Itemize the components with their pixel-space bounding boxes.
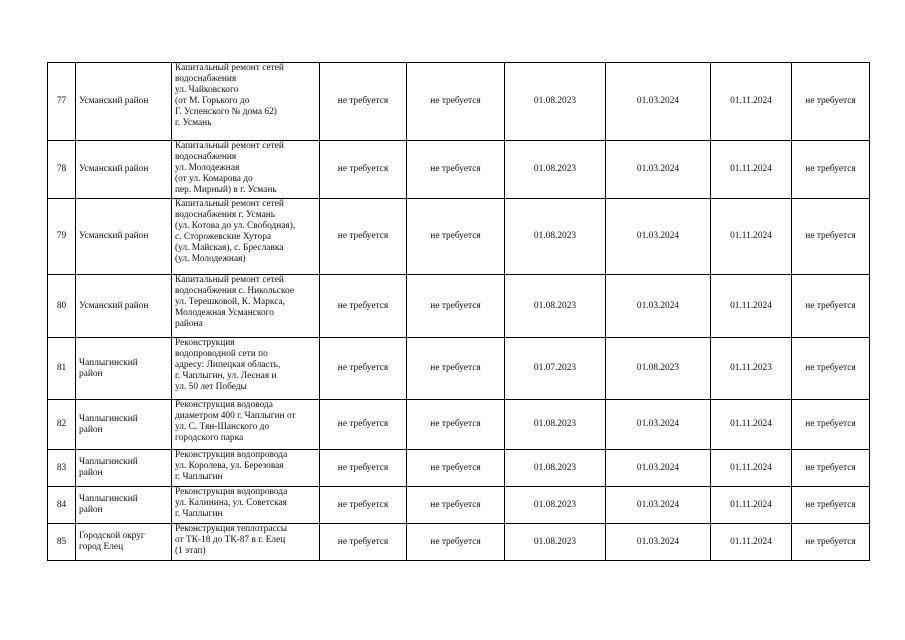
row-number: 78 bbox=[48, 141, 76, 199]
table-row bbox=[48, 487, 870, 524]
requirement-cell: не требуется bbox=[792, 199, 870, 275]
requirement-cell: не требуется bbox=[407, 63, 505, 141]
table-row bbox=[48, 400, 870, 450]
start-date-cell: 01.08.2023 bbox=[505, 141, 606, 199]
end-date-cell: 01.11.2024 bbox=[711, 141, 792, 199]
row-number: 85 bbox=[48, 524, 76, 561]
end-date-cell: 01.11.2024 bbox=[711, 524, 792, 561]
start-date-cell: 01.07.2023 bbox=[505, 338, 606, 400]
description-cell: Капитальный ремонт сетей водоснабжения г. Усмань (ул. Котова до ул. Свободная), с. Сторожевские Хутора (ул. Майская), с. Бреславка (ул. Молодежная) bbox=[172, 199, 320, 275]
requirement-cell: не требуется bbox=[792, 275, 870, 338]
end-date-cell: 01.11.2024 bbox=[711, 450, 792, 487]
requirement-cell: не требуется bbox=[407, 141, 505, 199]
row-number: 83 bbox=[48, 450, 76, 487]
row-number: 80 bbox=[48, 275, 76, 338]
description-cell: Реконструкция водовода диаметром 400 г. Чаплыгин от ул. С. Тян-Шанского до городского парка bbox=[172, 400, 320, 450]
requirement-cell: не требуется bbox=[320, 524, 407, 561]
start-date-cell: 01.08.2023 bbox=[505, 487, 606, 524]
district-cell: Чаплыгинский район bbox=[76, 400, 172, 450]
mid-date-cell: 01.03.2024 bbox=[606, 141, 711, 199]
description-cell: Капитальный ремонт сетей водоснабжения ул. Молодежная (от ул. Комарова до пер. Мирный) в г. Усмань bbox=[172, 141, 320, 199]
table-row bbox=[48, 275, 870, 338]
requirement-cell: не требуется bbox=[320, 487, 407, 524]
requirement-cell: не требуется bbox=[792, 450, 870, 487]
requirement-cell: не требуется bbox=[792, 524, 870, 561]
district-cell: Чаплыгинский район bbox=[76, 338, 172, 400]
district-cell: Усманский район bbox=[76, 199, 172, 275]
start-date-cell: 01.08.2023 bbox=[505, 450, 606, 487]
mid-date-cell: 01.03.2024 bbox=[606, 63, 711, 141]
requirement-cell: не требуется bbox=[407, 524, 505, 561]
district-cell: Чаплыгинский район bbox=[76, 450, 172, 487]
mid-date-cell: 01.08.2023 bbox=[606, 338, 711, 400]
requirement-cell: не требуется bbox=[320, 141, 407, 199]
requirement-cell: не требуется bbox=[407, 199, 505, 275]
requirement-cell: не требуется bbox=[792, 487, 870, 524]
requirement-cell: не требуется bbox=[407, 400, 505, 450]
requirement-cell: не требуется bbox=[320, 450, 407, 487]
table-row bbox=[48, 141, 870, 199]
district-cell: Усманский район bbox=[76, 141, 172, 199]
requirement-cell: не требуется bbox=[320, 275, 407, 338]
requirement-cell: не требуется bbox=[320, 400, 407, 450]
mid-date-cell: 01.03.2024 bbox=[606, 524, 711, 561]
row-number: 82 bbox=[48, 400, 76, 450]
end-date-cell: 01.11.2024 bbox=[711, 400, 792, 450]
requirement-cell: не требуется bbox=[407, 338, 505, 400]
district-cell: Усманский район bbox=[76, 63, 172, 141]
start-date-cell: 01.08.2023 bbox=[505, 524, 606, 561]
end-date-cell: 01.11.2024 bbox=[711, 487, 792, 524]
requirement-cell: не требуется bbox=[320, 338, 407, 400]
table-row bbox=[48, 199, 870, 275]
requirement-cell: не требуется bbox=[407, 275, 505, 338]
requirement-cell: не требуется bbox=[320, 63, 407, 141]
requirement-cell: не требуется bbox=[792, 338, 870, 400]
end-date-cell: 01.11.2024 bbox=[711, 275, 792, 338]
requirement-cell: не требуется bbox=[407, 450, 505, 487]
mid-date-cell: 01.03.2024 bbox=[606, 199, 711, 275]
requirement-cell: не требуется bbox=[792, 63, 870, 141]
requirement-cell: не требуется bbox=[792, 141, 870, 199]
description-cell: Реконструкция водопровода ул. Королева, ул. Березовая г. Чаплыгин bbox=[172, 450, 320, 487]
description-cell: Капитальный ремонт сетей водоснабжения ул. Чайковского (от М. Горького до Г. Успенского № дома 62) г. Усмань bbox=[172, 63, 320, 141]
row-number: 77 bbox=[48, 63, 76, 141]
end-date-cell: 01.11.2023 bbox=[711, 338, 792, 400]
description-cell: Капитальный ремонт сетей водоснабжения с. Никольское ул. Терешковой, К. Маркса, Молодежная Усманского района bbox=[172, 275, 320, 338]
requirement-cell: не требуется bbox=[792, 400, 870, 450]
start-date-cell: 01.08.2023 bbox=[505, 275, 606, 338]
mid-date-cell: 01.03.2024 bbox=[606, 400, 711, 450]
start-date-cell: 01.08.2023 bbox=[505, 63, 606, 141]
end-date-cell: 01.11.2024 bbox=[711, 63, 792, 141]
start-date-cell: 01.08.2023 bbox=[505, 199, 606, 275]
description-cell: Реконструкция теплотрассы от ТК-18 до ТК-87 в г. Елец (1 этап) bbox=[172, 524, 320, 561]
row-number: 81 bbox=[48, 338, 76, 400]
mid-date-cell: 01.03.2024 bbox=[606, 275, 711, 338]
requirement-cell: не требуется bbox=[320, 199, 407, 275]
description-cell: Реконструкция водопровода ул. Калинина, ул. Советская г. Чаплыгин bbox=[172, 487, 320, 524]
requirement-cell: не требуется bbox=[407, 487, 505, 524]
table-body bbox=[48, 63, 870, 561]
description-cell: Реконструкция водопроводной сети по адресу: Липецкая область, г. Чаплыгин, ул. Лесная и ул. 50 лет Победы bbox=[172, 338, 320, 400]
table-row bbox=[48, 524, 870, 561]
projects-table bbox=[47, 62, 870, 561]
mid-date-cell: 01.03.2024 bbox=[606, 450, 711, 487]
row-number: 79 bbox=[48, 199, 76, 275]
mid-date-cell: 01.03.2024 bbox=[606, 487, 711, 524]
start-date-cell: 01.08.2023 bbox=[505, 400, 606, 450]
table-row bbox=[48, 63, 870, 141]
table-row bbox=[48, 450, 870, 487]
row-number: 84 bbox=[48, 487, 76, 524]
end-date-cell: 01.11.2024 bbox=[711, 199, 792, 275]
district-cell: Чаплыгинский район bbox=[76, 487, 172, 524]
district-cell: Городской округ город Елец bbox=[76, 524, 172, 561]
district-cell: Усманский район bbox=[76, 275, 172, 338]
table-row bbox=[48, 338, 870, 400]
